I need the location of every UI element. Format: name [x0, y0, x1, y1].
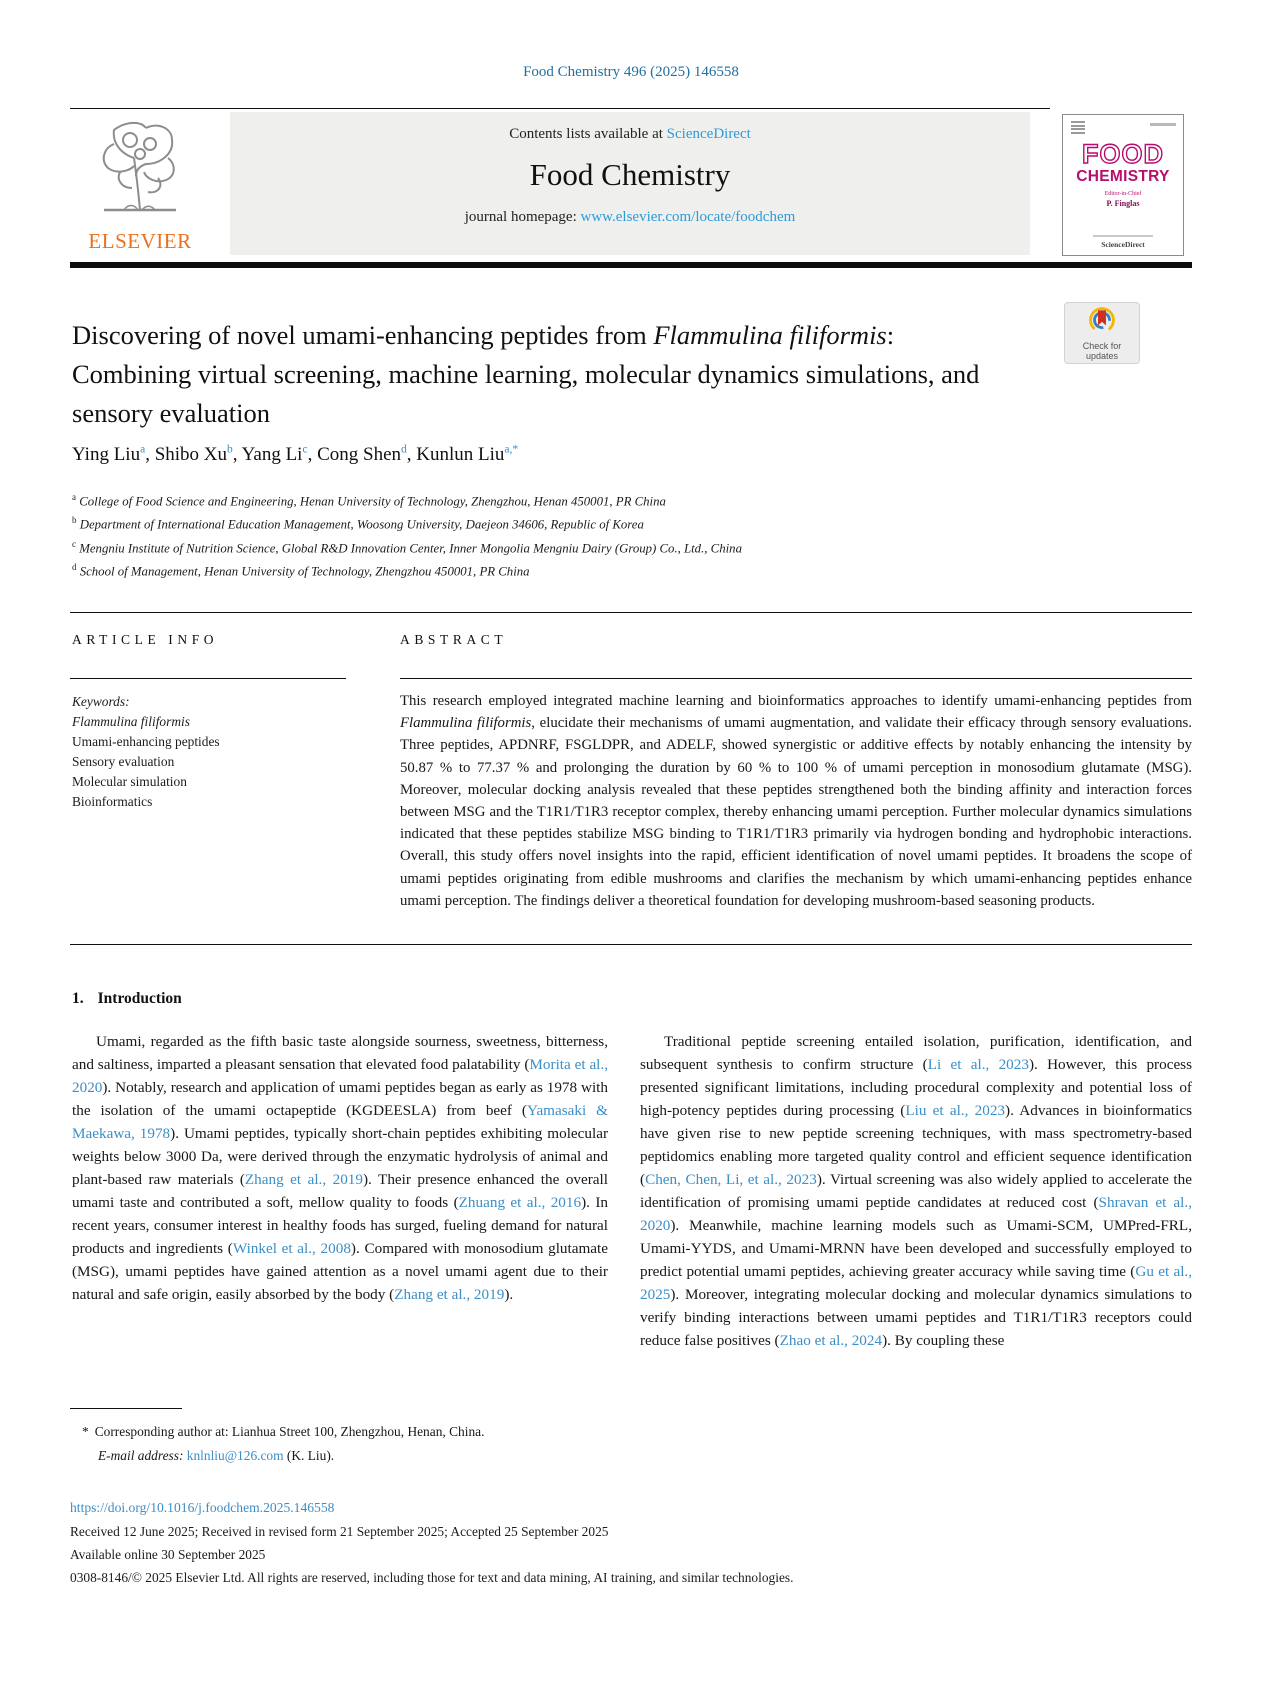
journal-title: Food Chemistry: [529, 157, 731, 192]
abstract-underline: [400, 678, 1192, 679]
citation-link[interactable]: Zhang et al., 2019: [244, 1171, 363, 1188]
affiliation-list: [72, 488, 1122, 581]
author: Ying Liu$^a$,: [72, 444, 155, 466]
crossmark-icon: [1087, 306, 1117, 336]
author-list: [72, 444, 1072, 466]
affiliation: $^a$ College of Food Science and Engineering, Henan University of Technology, Zhengzhou, Henan 450001, PR China: [72, 492, 666, 509]
keyword: Umami-enhancing peptides: [72, 734, 220, 749]
citation-link[interactable]: Zhang et al., 2019: [394, 1286, 505, 1303]
keyword: Bioinformatics: [72, 794, 153, 809]
intro-right-column: [640, 1030, 1192, 1352]
contents-prefix: Contents lists available at: [509, 126, 667, 142]
citation-link[interactable]: Gu et al., 2025: [640, 1263, 1193, 1303]
author: Cong Shen$^d$,: [317, 444, 417, 466]
author: Yang Li$^c$,: [241, 444, 318, 466]
footnote-rule: [70, 1408, 182, 1409]
citation-link[interactable]: Morita et al., 2020: [72, 1056, 608, 1096]
copyright-line: 0308-8146/© 2025 Elsevier Ltd. All rights are reserved, including those for text and data mining, AI training, and similar technologies.: [70, 1570, 794, 1585]
intro-left-column: [72, 1030, 608, 1306]
citation-link[interactable]: Yamasaki & Maekawa, 1978: [72, 1102, 608, 1142]
available-online: Available online 30 September 2025: [70, 1547, 266, 1562]
email-link[interactable]: knlnliu@126.com: [186, 1448, 284, 1463]
section-rule-bottom: [70, 944, 1192, 945]
title-species-italic: Flammulina filiformis: [653, 320, 887, 350]
author: Kunlun Liu$^{a,*}$: [416, 444, 519, 466]
elsevier-logo[interactable]: [74, 114, 206, 256]
article-info-underline: [70, 678, 346, 679]
homepage-link[interactable]: www.elsevier.com/locate/foodchem: [580, 209, 796, 225]
author-affil-sup[interactable]: b: [227, 444, 233, 456]
title-part2: : Combining virtual screening, machine learning, molecular dynamics simulations, and sensory evaluation: [72, 320, 980, 428]
citation-link[interactable]: Shravan et al., 2020: [640, 1194, 1192, 1234]
article-title: [72, 316, 992, 433]
journal-cover-thumbnail[interactable]: [1062, 114, 1184, 256]
intro-paragraph-left: Umami, regarded as the fifth basic taste alongside sourness, sweetness, bitterness, and saltiness, imparted a pleasant sensation that elevated food palatability (Morita et al., 2020). Notably, research and application of umami peptides began as early as 1978 with the isolation of the umami octapeptide (KGDEESLA) from beef (Yamasaki & Maekawa, 1978). Umami peptides, typically short-chain peptides exhibiting molecular weights below 3000 Da, were derived through the enzymatic hydrolysis of animal and plant-based raw materials (Zhang et al., 2019). Their presence enhanced the overall umami taste and contributed a soft, mellow quality to foods (Zhuang et al., 2016). In recent years, consumer interest in healthy foods has surged, fueling demand for natural products and ingredients (Winkel et al., 2008). Compared with monosodium glutamate (MSG), umami peptides have gained attention as a novel umami agent due to their natural and safe origin, easily absorbed by the body (Zhang et al., 2019).: [72, 1033, 609, 1303]
cover-sciencedirect-label: ScienceDirect: [1101, 240, 1145, 249]
footnote-block: [82, 1420, 982, 1468]
cover-bottom-bar: [1093, 235, 1153, 237]
keyword: Molecular simulation: [72, 774, 187, 789]
masthead-divider-bar: [70, 262, 1192, 268]
top-rule: [70, 108, 1050, 109]
author-affil-sup[interactable]: a,*: [504, 444, 519, 456]
homepage-prefix: journal homepage:: [464, 209, 581, 225]
cover-editor-name: P. Finglas: [1106, 199, 1140, 208]
author-affil-sup[interactable]: a: [140, 444, 146, 456]
cover-issn-text: [1150, 123, 1176, 126]
citation-link[interactable]: Li et al., 2023: [927, 1056, 1029, 1073]
abstract-heading: ABSTRACT: [400, 632, 508, 647]
masthead-band: [230, 112, 1030, 255]
doi-link[interactable]: https://doi.org/10.1016/j.foodchem.2025.146558: [70, 1500, 335, 1515]
elsevier-wordmark: ELSEVIER: [88, 229, 192, 253]
elsevier-tree-icon: [84, 209, 196, 226]
corresponding-author-line: * Corresponding author at: Lianhua Street 100, Zhengzhou, Henan, China.: [82, 1424, 485, 1439]
affiliation: $^d$ School of Management, Henan University of Technology, Zhengzhou 450001, PR China: [72, 561, 530, 579]
keyword: Flammulina filiformis: [72, 714, 190, 729]
citation-link[interactable]: Chen, Chen, Li, et al., 2023: [645, 1171, 817, 1188]
badge-text: Check for updates: [1082, 341, 1122, 361]
citation-link[interactable]: Zhuang et al., 2016: [458, 1194, 582, 1211]
citation-link[interactable]: Zhao et al., 2024: [779, 1332, 883, 1349]
cover-title-food: FOOD: [1082, 139, 1164, 169]
check-for-updates-badge[interactable]: [1064, 302, 1140, 364]
introduction-heading: 1. Introduction: [72, 990, 182, 1007]
title-part1: Discovering of novel umami-enhancing peptides from: [72, 320, 654, 350]
homepage-line: [230, 209, 1030, 226]
cover-editor-label: Editor-in-Chief: [1104, 191, 1142, 197]
author: Shibo Xu$^b$,: [154, 444, 242, 466]
author-affil-sup[interactable]: d: [401, 444, 407, 456]
cover-mini-logo: [1071, 121, 1085, 137]
citation-link[interactable]: Winkel et al., 2008: [232, 1240, 351, 1257]
section-rule-top: [70, 612, 1192, 613]
received-dates: Received 12 June 2025; Received in revised form 21 September 2025; Accepted 25 September 2025: [70, 1524, 609, 1539]
email-line: E-mail address: knlnliu@126.com (K. Liu).: [98, 1448, 335, 1463]
affiliation: $^b$ Department of International Education Management, Woosong University, Daejeon 34606, Republic of Korea: [72, 515, 644, 532]
intro-paragraph-right: Traditional peptide screening entailed isolation, purification, identification, and subsequent synthesis to confirm structure (Li et al., 2023). However, this process presented significant limitations, including procedural complexity and potential loss of high-potency peptides during processing (Liu et al., 2023). Advances in bioinformatics have given rise to new peptide screening techniques, with mass spectrometry-based peptidomics enabling more targeted quality control and efficient sequence identification (Chen, Chen, Li, et al., 2023). Virtual screening was also widely applied to accelerate the identification of promising umami peptide candidates at reduced cost (Shravan et al., 2020). Meanwhile, machine learning models such as Umami-SCM, UMPred-FRL, Umami-YYDS, and Umami-MRNN have been developed and successfully employed to predict potential umami peptides, achieving greater accuracy while saving time (Gu et al., 2025). Moreover, integrating molecular docking and molecular dynamics simulations to verify binding interactions between umami peptides and T1R1/T1R3 receptors could reduce false positives (Zhao et al., 2024). By coupling these: [640, 1033, 1193, 1349]
keywords-label: Keywords:: [72, 694, 130, 709]
affiliation: $^c$ Mengniu Institute of Nutrition Science, Global R&D Innovation Center, Inner Mongolia Mengniu Dairy (Group) Co., Ltd., China: [72, 538, 742, 555]
abstract-text: This research employed integrated machine learning and bioinformatics approaches to identify umami-enhancing peptides from Flammulina filiformis, elucidate their mechanisms of umami augmentation, and validate their efficacy through sensory evaluations. Three peptides, APDNRF, FSGLDPR, and ADELF, showed synergistic or additive effects by notably enhancing the intensity by 50.87 % to 77.37 % and prolonging the duration by 60 % to 100 % of umami perception in monosodium glutamate (MSG). Moreover, molecular docking analysis revealed that these peptides strengthened both the binding affinity and interaction forces between MSG and the T1R1/T1R3 receptor complex, thereby enhancing umami perception. Further molecular dynamics simulations indicated that these peptides stabilize MSG binding to T1R1/T1R3 primarily via hydrogen bonding and hydrophobic interactions. Overall, this study offers novel insights into the rapid, efficient identification of novel umami peptides. It broadens the scope of umami peptides originating from edible mushrooms and clarifies the mechanism by which umami-enhancing peptides enhance umami perception. The findings deliver a theoretical foundation for developing mushroom-based seasoning products.: [400, 693, 1192, 909]
keyword: Sensory evaluation: [72, 754, 175, 769]
cover-title-chemistry: CHEMISTRY: [1076, 168, 1170, 185]
article-info-heading: ARTICLE INFO: [72, 632, 219, 647]
sciencedirect-link[interactable]: ScienceDirect: [666, 126, 751, 142]
keywords-block: [72, 692, 352, 812]
citation-link[interactable]: Liu et al., 2023: [905, 1102, 1006, 1119]
contents-line: [230, 126, 1030, 143]
running-head-citation: Food Chemistry 496 (2025) 146558: [523, 64, 739, 80]
author-affil-sup[interactable]: c: [302, 444, 308, 456]
